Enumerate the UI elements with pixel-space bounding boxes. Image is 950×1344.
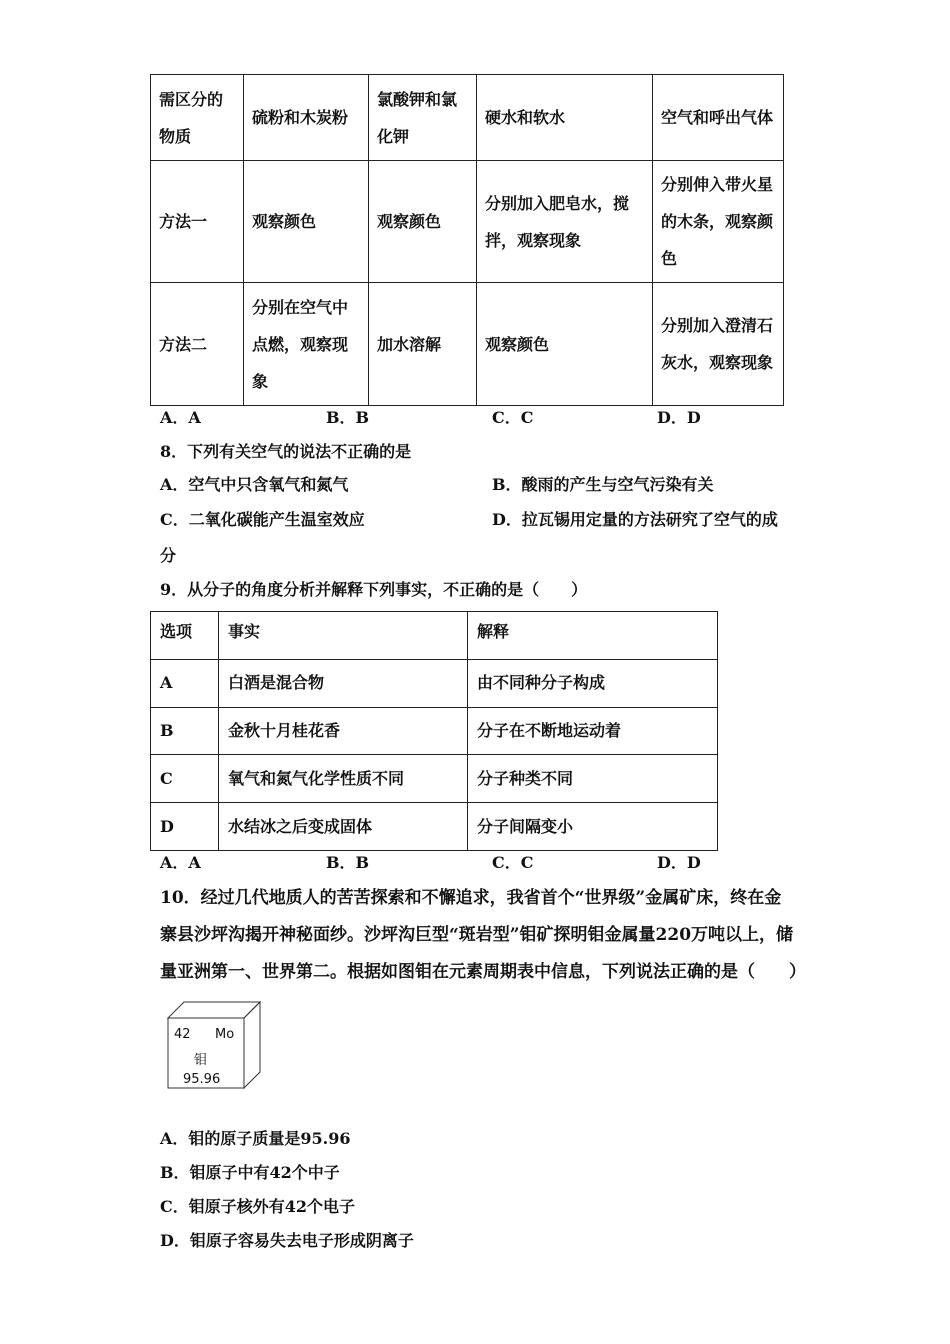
table-cell: 观察颜色 bbox=[244, 161, 369, 283]
option-b[interactable]: B．B bbox=[326, 408, 370, 427]
question-10-line2: 寨县沙坪沟揭开神秘面纱。沙坪沟巨型“斑岩型”钼矿探明钼金属量220万吨以上，储 bbox=[160, 925, 794, 945]
table-row bbox=[151, 283, 784, 406]
table-cell: C bbox=[151, 755, 219, 803]
table-row bbox=[151, 659, 718, 707]
atomic-mass: 95.96 bbox=[183, 1072, 221, 1087]
table-cell: A bbox=[151, 659, 219, 707]
table-cell: 分子间隔变小 bbox=[468, 803, 718, 851]
element-name: 钼 bbox=[194, 1053, 208, 1068]
option-c[interactable]: C．钼原子核外有42个电子 bbox=[160, 1197, 356, 1216]
table-header-cell: 选项 bbox=[151, 612, 219, 660]
question-9-stem: 9．从分子的角度分析并解释下列事实，不正确的是（ ） bbox=[160, 580, 588, 599]
option-a[interactable]: A．钼的原子质量是95.96 bbox=[160, 1129, 351, 1148]
table-cell: 由不同种分子构成 bbox=[468, 659, 718, 707]
option-b[interactable]: B．酸雨的产生与空气污染有关 bbox=[492, 475, 714, 494]
table-cell: 分别加入澄清石灰水，观察现象 bbox=[653, 283, 784, 406]
option-b[interactable]: B．B bbox=[326, 853, 370, 872]
table-cell: 观察颜色 bbox=[477, 283, 653, 406]
table-row bbox=[151, 75, 784, 161]
option-a[interactable]: A．A bbox=[160, 408, 201, 427]
table-cell: 金秋十月桂花香 bbox=[219, 707, 468, 755]
table-cell: 分别加入肥皂水，搅拌，观察现象 bbox=[477, 161, 653, 283]
table-cell: 氯酸钾和氯化钾 bbox=[369, 75, 477, 161]
option-a[interactable]: A．空气中只含氧气和氮气 bbox=[160, 475, 349, 494]
table-cell: 分别在空气中点燃，观察现象 bbox=[244, 283, 369, 406]
table-cell: 氧气和氮气化学性质不同 bbox=[219, 755, 468, 803]
question-8-stem: 8．下列有关空气的说法不正确的是 bbox=[160, 442, 412, 461]
atomic-number: 42 bbox=[174, 1027, 191, 1042]
option-d[interactable]: D．钼原子容易失去电子形成阴离子 bbox=[160, 1231, 414, 1250]
table-header-cell: 事实 bbox=[219, 612, 468, 660]
table-row bbox=[151, 803, 718, 851]
table-row bbox=[151, 755, 718, 803]
table-header-row bbox=[151, 612, 718, 660]
table-cell: 观察颜色 bbox=[369, 161, 477, 283]
option-c[interactable]: C．C bbox=[492, 853, 534, 872]
table-cell: 白酒是混合物 bbox=[219, 659, 468, 707]
table-header-cell: 解释 bbox=[468, 612, 718, 660]
question-10-line1: 10．经过几代地质人的苦苦探索和不懈追求，我省首个“世界级”金属矿床，终在金 bbox=[160, 888, 782, 908]
table-cell: 分子在不断地运动着 bbox=[468, 707, 718, 755]
element-figure bbox=[164, 998, 264, 1090]
table-cell: 加水溶解 bbox=[369, 283, 477, 406]
facts-table bbox=[150, 611, 718, 851]
question-10-line3: 量亚洲第一、世界第二。根据如图钼在元素周期表中信息，下列说法正确的是（ ） bbox=[160, 962, 806, 982]
table-cell: 硫粉和木炭粉 bbox=[244, 75, 369, 161]
option-d[interactable]: D．D bbox=[657, 408, 701, 427]
option-c[interactable]: C．二氧化碳能产生温室效应 bbox=[160, 510, 365, 529]
option-c[interactable]: C．C bbox=[492, 408, 534, 427]
option-b[interactable]: B．钼原子中有42个中子 bbox=[160, 1163, 340, 1182]
table-cell: 硬水和软水 bbox=[477, 75, 653, 161]
table-cell: 空气和呼出气体 bbox=[653, 75, 784, 161]
option-d-continuation: 分 bbox=[160, 546, 177, 565]
table-cell: 方法二 bbox=[151, 283, 244, 406]
option-a[interactable]: A．A bbox=[160, 853, 201, 872]
option-d[interactable]: D．拉瓦锡用定量的方法研究了空气的成 bbox=[492, 510, 778, 529]
table-cell: D bbox=[151, 803, 219, 851]
table-cell: B bbox=[151, 707, 219, 755]
element-symbol: Mo bbox=[215, 1027, 235, 1042]
table-row bbox=[151, 161, 784, 283]
table-cell: 方法一 bbox=[151, 161, 244, 283]
table-cell: 水结冰之后变成固体 bbox=[219, 803, 468, 851]
table-row bbox=[151, 707, 718, 755]
table-cell: 需区分的物质 bbox=[151, 75, 244, 161]
option-d[interactable]: D．D bbox=[657, 853, 701, 872]
table-cell: 分别伸入带火星的木条，观察颜色 bbox=[653, 161, 784, 283]
methods-table bbox=[150, 74, 784, 406]
table-cell: 分子种类不同 bbox=[468, 755, 718, 803]
